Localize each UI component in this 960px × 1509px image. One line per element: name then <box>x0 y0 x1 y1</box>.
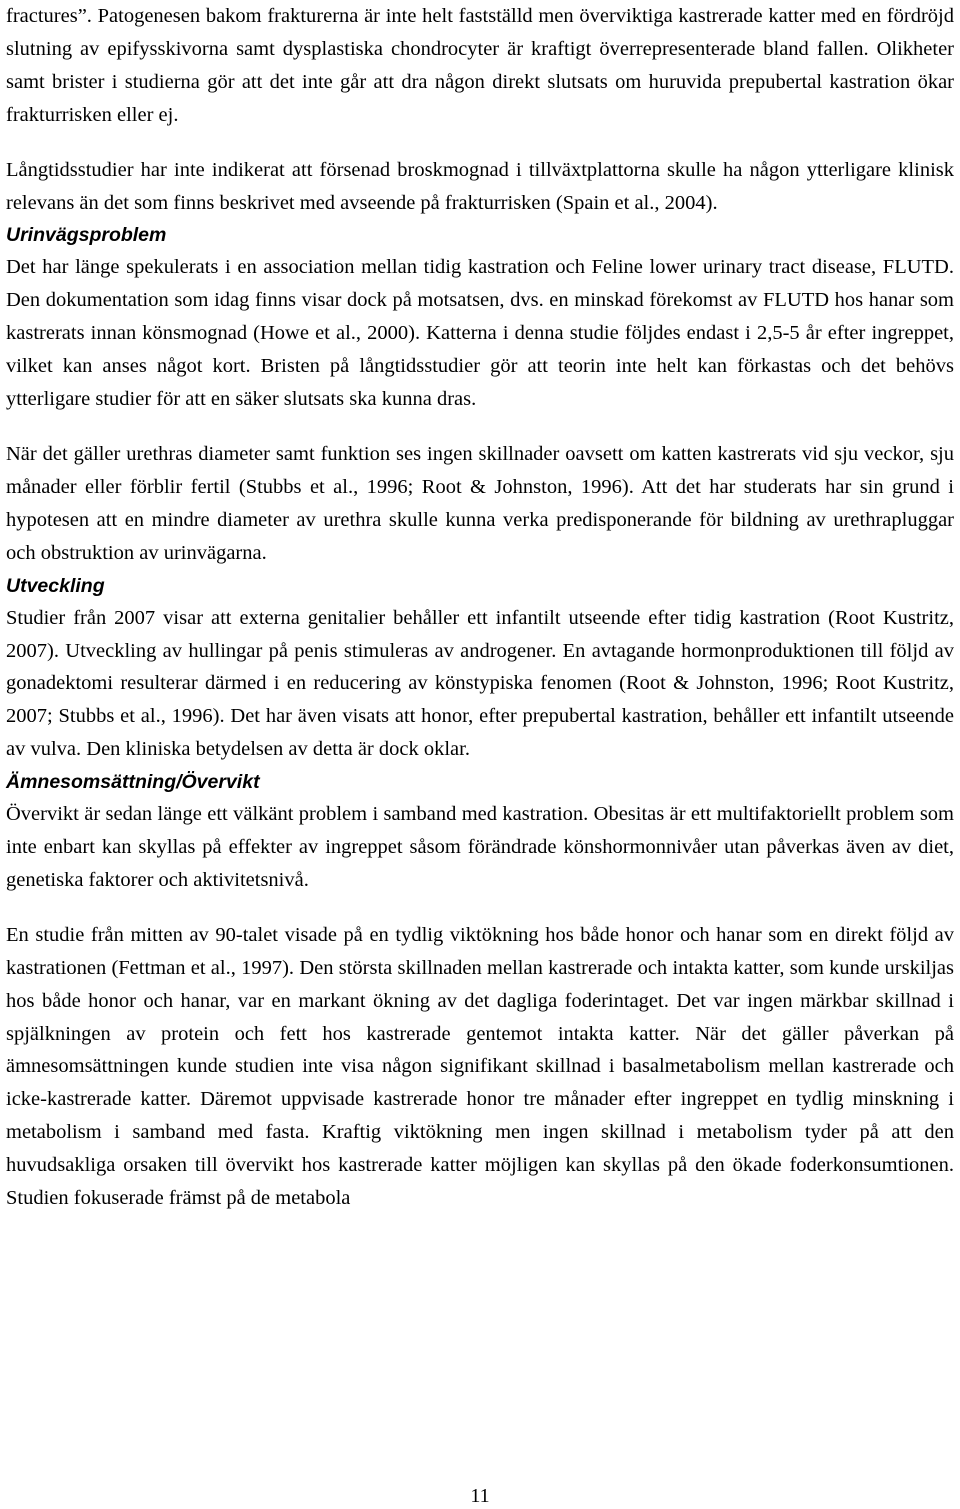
paragraph-urethra: När det gäller urethras diameter samt funktion ses ingen skillnader oavsett om katten kastrerats vid sju veckor, sju månader eller förblir fertil (Stubbs et al., 1996; Root & Johnston, 1996). Att det har studerats har sin grund i hypotesen att en mindre diameter av urethra skulle kunna verka predisponerande för bildning av urethrapluggar och obstruktion av urinvägarna. <box>6 442 954 564</box>
paragraph-long-term-studies: Långtidsstudier har inte indikerat att försenad broskmognad i tillväxtplattorna skulle ha någon ytterligare klinisk relevans än det som finns beskrivet med avseende på frakturrisken (Spain et al., 2004). <box>6 158 954 214</box>
paragraph-flutd: Det har länge spekulerats i en association mellan tidig kastration och Feline lower urinary tract disease, FLUTD. Den dokumentation som idag finns visar dock på motsatsen, dvs. en minskad förekomst av FLUTD hos hanar som kastrerats innan könsmognad (Howe et al., 2000). Katterna i denna studie följdes endast i 2,5-5 år efter ingreppet, vilket kan anses något kort. Bristen på långtidsstudier gör att teorin inte helt kan förkastas och det behövs ytterligare studier för att en säker slutsats ska kunna dras. <box>6 256 954 411</box>
paragraph-fractures: fractures”. Patogenesen bakom frakturerna är inte helt fastställd men överviktiga kastrerade katter med en fördröjd slutning av epifysskivorna samt dysplastiska chondrocyter är kraftigt överrepresenterade bland fallen. Olikheter samt brister i studierna gör att det inte går att dra någon direkt slutsats om huruvida prepubertal kastration ökar frakturrisken eller ej. <box>6 5 954 126</box>
heading-urinary-problems: Urinvägsproblem <box>6 224 167 247</box>
paragraph-study-90s: En studie från mitten av 90-talet visade på en tydlig viktökning hos både honor och hanar som en direkt följd av kastrationen (Fettman et al., 1997). Den största skillnaden mellan kastrerade och intakta katter, som kunde urskiljas hos både honor och hanar, var en markant ökning av det dagliga foderintaget. Det var ingen märkbar skillnad i spjälkningen av protein och fett hos kastrerade gentemot intakta katter. När det gäller påverkan på ämnesomsättningen kunde studien inte visa någon signifikant skillnad i basalmetabolism mellan kastrerade och icke-kastrerade katter. Däremot uppvisade kastrerade honor tre månader efter ingreppet en tydlig minskning i metabolism i samband med fasta. Kraftig viktökning men ingen skillnad i metabolism tyder på att den huvudsakliga orsaken till övervikt hos kastrerade katter möjligen kan skyllas på den ökade foderkonsumtionen. Studien fokuserade främst på de metabola <box>6 923 954 1210</box>
paragraph-obesity: Övervikt är sedan länge ett välkänt problem i samband med kastration. Obesitas är ett multifaktoriellt problem som inte enbart kan skyllas på effekter av ingreppet såsom förändrade könshormonnivåer utan påverkas även av diet, genetiska faktorer och aktivitetsnivå. <box>6 803 954 891</box>
paragraph-development: Studier från 2007 visar att externa genitalier behåller ett infantilt utseende efter tidig kastration (Root Kustritz, 2007). Utveckling av hullingar på penis stimuleras av androgener. En avtagande hormonproduktionen till följd av gonadektomi resulterar därmed i en reducering av könstypiska fenomen (Root & Johnston, 1996; Root Kustritz, 2007; Stubbs et al., 1996). Det har även visats att honor, efter prepubertal kastration, behåller ett infantilt utseende av vulva. Den kliniska betydelsen av detta är dock oklar. <box>6 606 954 761</box>
heading-metabolism-obesity: Ämnesomsättning/Övervikt <box>6 771 260 794</box>
document-page <box>6 0 954 1215</box>
heading-development: Utveckling <box>6 574 105 597</box>
page-number: 11 <box>470 1485 490 1507</box>
